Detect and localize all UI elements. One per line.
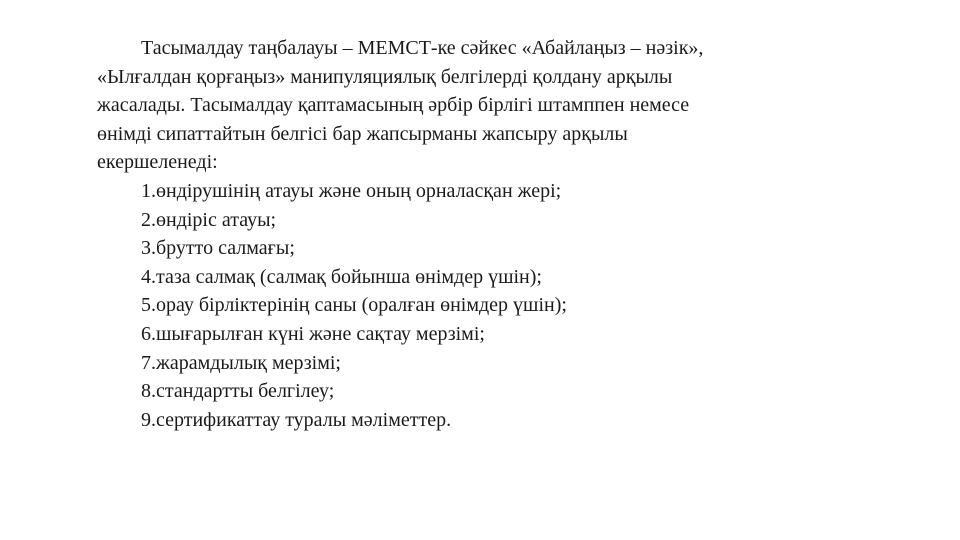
list-item: 5.орау бірліктерінің саны (оралған өнімдер үшін); [141,294,567,317]
paragraph-line: екершеленеді: [97,151,218,174]
list-item: 4.таза салмақ (салмақ бойынша өнімдер үшін); [141,265,542,288]
list-item: 3.брутто салмағы; [141,237,295,260]
paragraph-line: «Ылғалдан қорғаңыз» манипуляциялық белгілерді қолдану арқылы [97,65,673,88]
list-item: 8.стандартты белгілеу; [141,380,335,403]
text-block [97,34,857,434]
list-item: 1.өндірушінің атауы және оның орналасқан жері; [141,179,562,202]
list-item: 2.өндіріс атауы; [141,208,277,231]
list-item: 9.сертификаттау туралы мәліметтер. [141,408,452,431]
numbered-list [97,177,857,434]
paragraph-line: Тасымалдау таңбалауы – МЕМСТ-ке сәйкес «Абайлаңыз – нәзік», [141,37,704,59]
list-item: 6.шығарылған күні және сақтау мерзімі; [141,322,485,345]
paragraph-line: өнімді сипаттайтын белгісі бар жапсырманы жапсыру арқылы [97,122,628,145]
list-item: 7.жарамдылық мерзімі; [141,351,341,374]
paragraph-line: жасалады. Тасымалдау қаптамасының әрбір бірлігі штамппен немесе [97,94,690,117]
intro-paragraph [97,34,857,177]
